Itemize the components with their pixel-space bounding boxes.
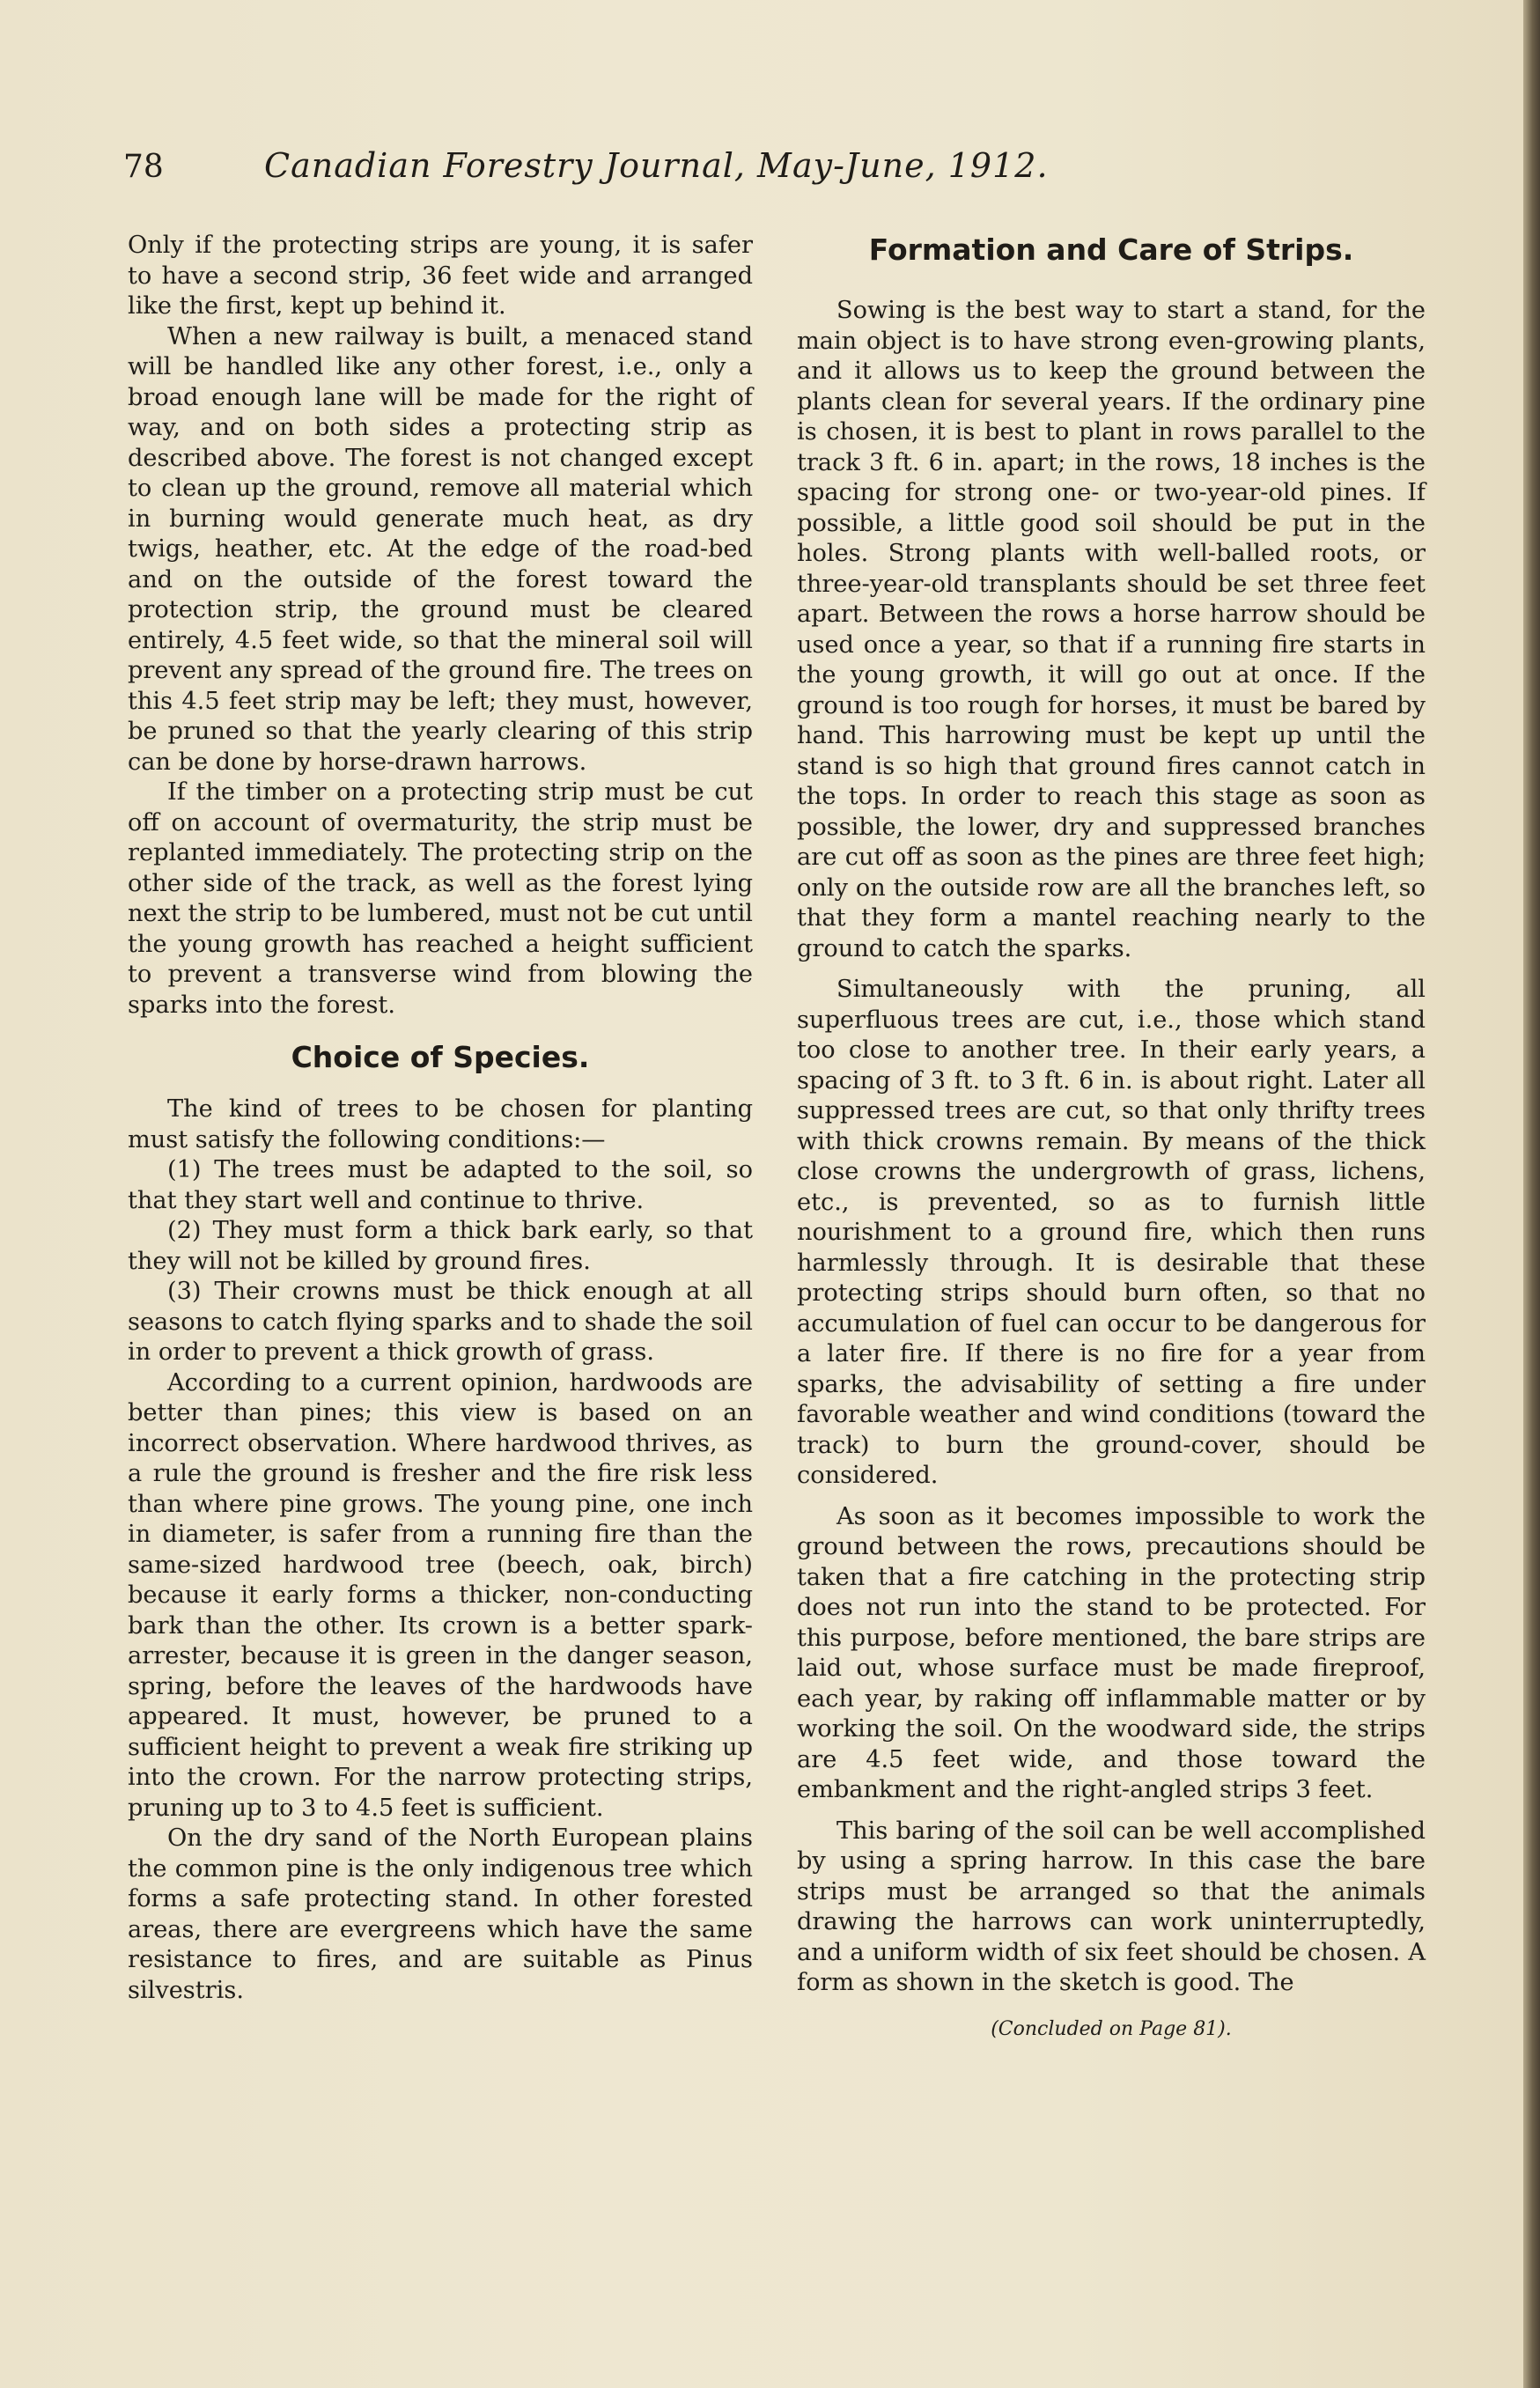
paragraph: The kind of trees to be chosen for planting must satisfy the following conditions:—	[128, 1095, 753, 1153]
journal-title: Canadian Forestry Journal, May-June, 1912.	[264, 146, 1049, 185]
paragraph: Sowing is the best way to start a stand, for the main object is to have strong even-growing plants, and it allows us to keep the ground between the plants clean for several years. If the ordinary pine is chosen, it is best to plant in rows parallel to the track 3 ft. 6 in. apart; in the rows, 18 inches is the spacing for strong one- or two-year-old pines. If possible, a little good soil should be put in the holes. Strong plants with well-balled roots, or three-year-old transplants should be set three feet apart. Between the rows a horse harrow should be used once a year, so that if a running fire starts in the young growth, it will go out at once. If the ground is too rough for horses, it must be bared by hand. This harrowing must be kept up until the stand is so high that ground fires cannot catch in the tops. In order to reach this stage as soon as possible, the lower, dry and suppressed branches are cut off as soon as the pines are three feet high; only on the outside row are all the branches left, so that they form a mantel reaching nearly to the ground to catch the sparks.	[797, 297, 1426, 962]
paragraph: According to a current opinion, hardwoods are better than pines; this view is based on an incorrect observation. Where hardwood thrives, as a rule the ground is fresher and the fire risk less than where pine grows. The young pine, one inch in diameter, is safer from a running fire than the same-sized hardwood tree (beech, oak, birch) because it early forms a thicker, non-conducting bark than the other. Its crown is a better spark-arrester, because it is green in the danger season, spring, before the leaves of the hardwoods have appeared. It must, however, be pruned to a sufficient height to prevent a weak fire striking up into the crown. For the narrow protecting strips, pruning up to 3 to 4.5 feet is sufficient.	[128, 1368, 753, 1822]
continuation-note: (Concluded on Page 81).	[991, 2017, 1232, 2040]
paragraph: (3) Their crowns must be thick enough at all seasons to catch flying sparks and to shade the soil in order to prevent a thick growth of grass.	[128, 1278, 753, 1366]
paragraph: As soon as it becomes impossible to work the ground between the rows, precautions should be taken that a fire catching in the protecting strip does not run into the stand to be protected. For this purpose, before mentioned, the bare strips are laid out, whose surface must be made fireproof, each year, by raking off inflammable matter or by working the soil. On the woodward side, the strips are 4.5 feet wide, and those toward the embankment and the right-angled strips 3 feet.	[797, 1502, 1426, 1803]
left-column	[128, 231, 753, 2006]
paragraph: When a new railway is built, a menaced stand will be handled like any other forest, i.e., only a broad enough lane will be made for the right of way, and on both sides a protecting strip as described above. The forest is not changed except to clean up the ground, remove all material which in burning would generate much heat, as dry twigs, heather, etc. At the edge of the road-bed and on the outside of the forest toward the protection strip, the ground must be cleared entirely, 4.5 feet wide, so that the mineral soil will prevent any spread of the ground fire. The trees on this 4.5 feet strip may be left; they must, however, be pruned so that the yearly clearing of this strip can be done by horse-drawn harrows.	[128, 322, 753, 776]
paragraph: Simultaneously with the pruning, all superfluous trees are cut, i.e., those which stand too close to another tree. In their early years, a spacing of 3 ft. to 3 ft. 6 in. is about right. Later all suppressed trees are cut, so that only thrifty trees with thick crowns remain. By means of the thick close crowns the undergrowth of grass, lichens, etc., is prevented, so as to furnish little nourishment to a ground fire, which then runs harmlessly through. It is desirable that these protecting strips should burn often, so that no accumulation of fuel can occur to be dangerous for a later fire. If there is no fire for a year from sparks, the advisability of setting a fire under favorable weather and wind conditions (toward the track) to burn the ground-cover, should be considered.	[797, 976, 1426, 1489]
running-head	[123, 146, 1162, 199]
page-edge	[1523, 0, 1540, 2388]
paragraph: This baring of the soil can be well accomplished by using a spring harrow. In this case the bare strips must be arranged so that the animals drawing the harrows can work uninterruptedly, and a uniform width of six feet should be chosen. A form as shown in the sketch is good. The	[797, 1817, 1426, 1996]
paragraph: (1) The trees must be adapted to the soil, so that they start well and continue to thrive.	[128, 1156, 753, 1214]
section-heading-formation-and-care: Formation and Care of Strips.	[868, 232, 1354, 267]
paragraph: (2) They must form a thick bark early, so that they will not be killed by ground fires.	[128, 1217, 753, 1275]
page-number: 78	[123, 149, 164, 185]
paragraph: On the dry sand of the North European plains the common pine is the only indigenous tree which forms a safe protecting stand. In other forested areas, there are evergreens which have the same resistance to fires, and are suitable as Pinus silvestris.	[128, 1824, 753, 2004]
right-column	[797, 231, 1426, 2045]
section-heading-choice-of-species: Choice of Species.	[291, 1040, 590, 1074]
paragraph: If the timber on a protecting strip must be cut off on account of overmaturity, the strip must be replanted immediately. The protecting strip on the other side of the track, as well as the forest lying next the strip to be lumbered, must not be cut until the young growth has reached a height sufficient to prevent a transverse wind from blowing the sparks into the forest.	[128, 778, 753, 1019]
paragraph: Only if the protecting strips are young, it is safer to have a second strip, 36 feet wide and arranged like the first, kept up behind it.	[128, 232, 753, 320]
